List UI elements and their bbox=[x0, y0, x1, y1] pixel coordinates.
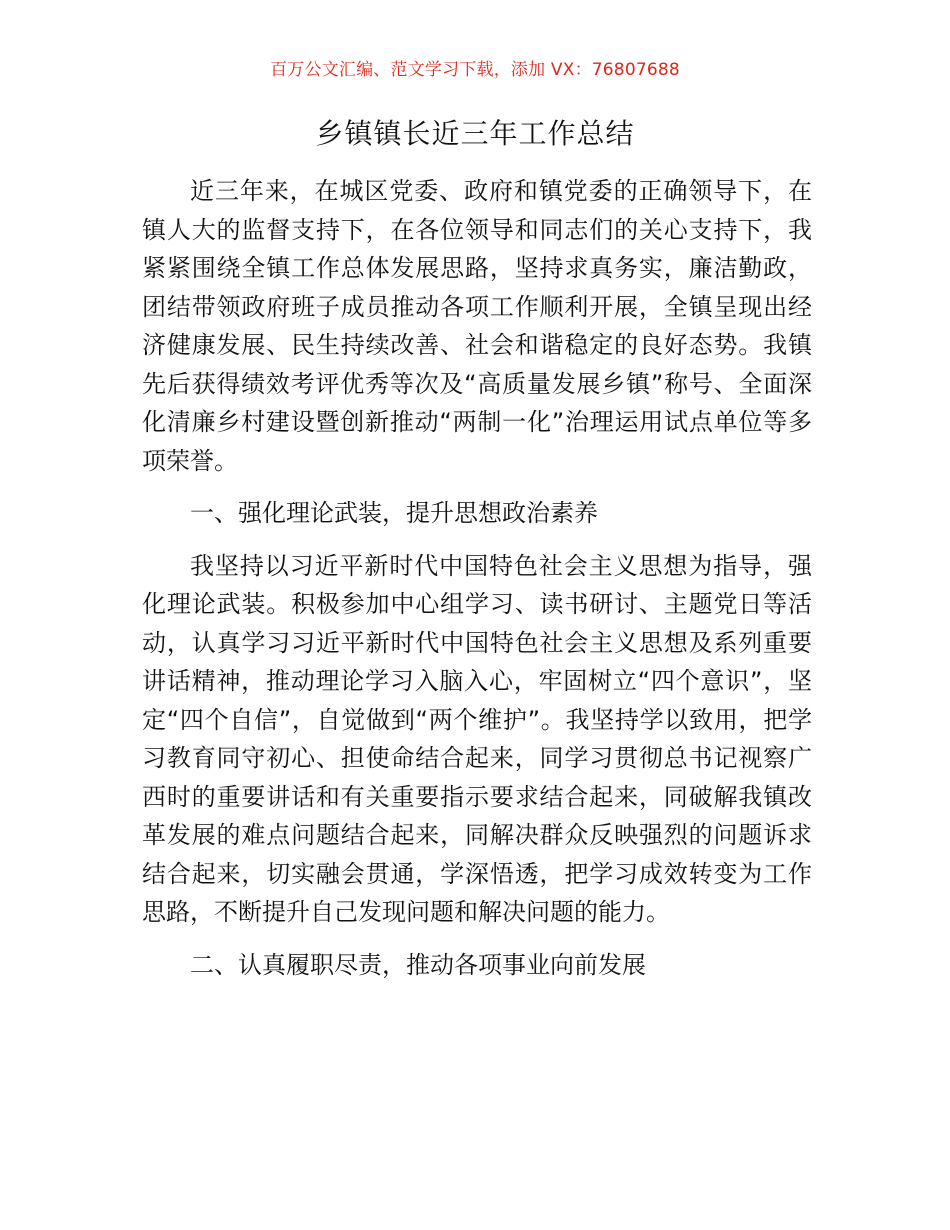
section-1-paragraph: 我坚持以习近平新时代中国特色社会主义思想为指导，强化理论武装。积极参加中心组学习、读书研讨、主题党日等活动，认真学习习近平新时代中国特色社会主义思想及系列重要讲话精神，推动理论学习入脑入心，牢固树立“四个意识”，坚定“四个自信”，自觉做到“两个维护”。我坚持学以致用，把学习教育同守初心、担使命结合起来，同学习贯彻总书记视察广西时的重要讲话和有关重要指示要求结合起来，同破解我镇改革发展的难点问题结合起来，同解决群众反映强烈的问题诉求结合起来，切实融会贯通，学深悟透，把学习成效转变为工作思路，不断提升自己发现问题和解决问题的能力。 bbox=[142, 551, 812, 926]
section-heading-1: 一、强化理论武装，提升思想政治素养 bbox=[190, 499, 598, 527]
document-title: 乡镇镇长近三年工作总结 bbox=[315, 117, 635, 150]
section-heading-2: 二、认真履职尽责，推动各项事业向前发展 bbox=[190, 950, 646, 979]
document-body bbox=[142, 172, 812, 984]
intro-paragraph: 近三年来，在城区党委、政府和镇党委的正确领导下，在镇人大的监督支持下，在各位领导和同志们的关心支持下，我紧紧围绕全镇工作总体发展思路，坚持求真务实，廉洁勤政，团结带领政府班子成员推动各项工作顺利开展，全镇呈现出经济健康发展、民生持续改善、社会和谐稳定的良好态势。我镇先后获得绩效考评优秀等次及“高质量发展乡镇”称号、全面深化清廉乡村建设暨创新推动“两制一化”治理运用试点单位等多项荣誉。 bbox=[142, 177, 812, 475]
watermark-header: 百万公文汇编、范文学习下载，添加 VX：76807688 bbox=[270, 60, 680, 80]
